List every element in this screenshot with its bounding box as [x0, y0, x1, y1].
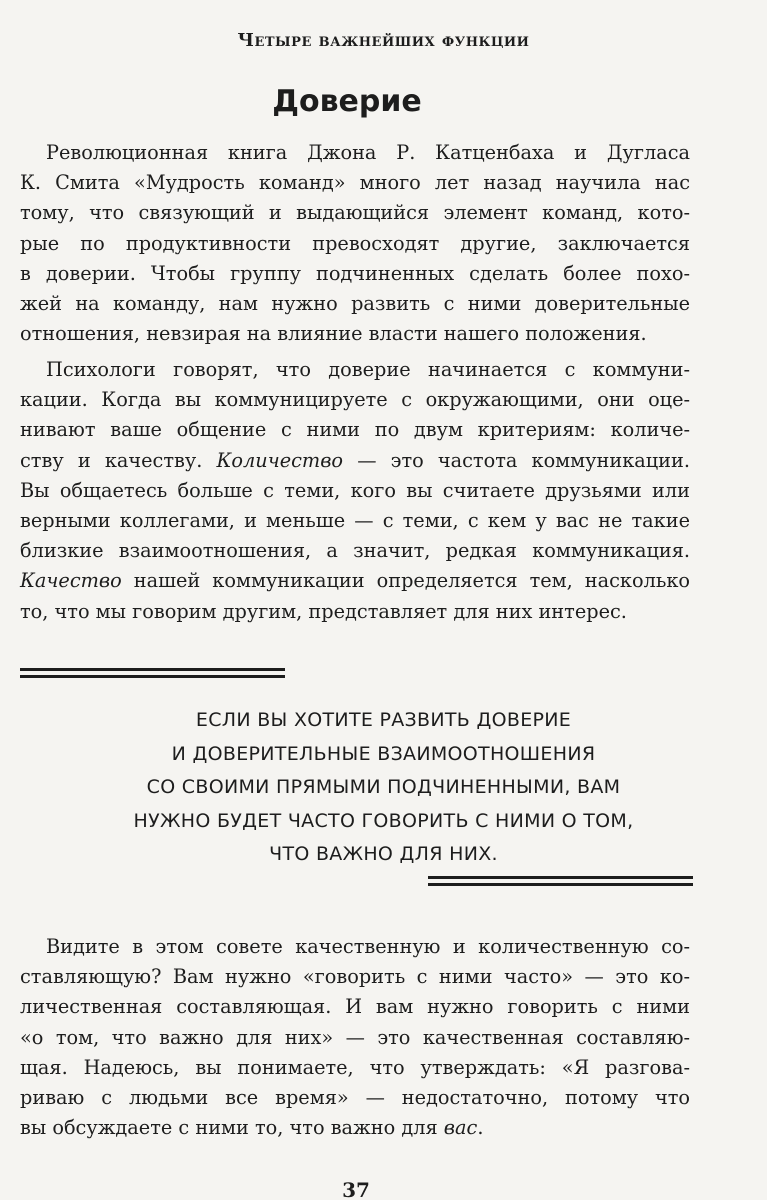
text-line: верными коллегами, и меньше — с теми, с кем у вас не такие	[20, 509, 690, 533]
text-fragment: вы обсуждаете с ними то, что важно для	[20, 1116, 444, 1140]
section-title: Доверие	[272, 84, 422, 119]
text-line: близкие взаимоотношения, а значит, редкая коммуникация.	[20, 539, 690, 563]
text-line	[20, 1113, 690, 1143]
text-line: ставляющую? Вам нужно «говорить с ними часто» — это ко-	[20, 965, 690, 989]
text-fragment: — это частота коммуникации.	[343, 448, 690, 472]
text-line: Видите в этом совете качественную и количественную со-	[46, 935, 690, 958]
callout-top-rule	[20, 668, 285, 682]
pull-quote-line: ЧТО ВАЖНО ДЛЯ НИХ.	[269, 843, 498, 865]
rule-line	[428, 876, 693, 879]
text-line: Революционная книга Джона Р. Катценбаха и Дугласа	[46, 141, 690, 164]
text-line: рые по продуктивности превосходят другие, заключается	[20, 231, 690, 255]
text-line: К. Смита «Мудрость команд» много лет назад научила нас	[20, 171, 690, 195]
rule-line	[20, 675, 285, 678]
text-fragment: ству и качеству.	[20, 448, 217, 472]
paragraph-psychologists	[20, 355, 690, 627]
pull-quote-line: НУЖНО БУДЕТ ЧАСТО ГОВОРИТЬ С НИМИ О ТОМ,	[133, 809, 634, 832]
rule-line	[20, 668, 285, 671]
callout-bottom-rule	[428, 876, 693, 890]
text-line: нивают ваше общение с ними по двум критериям: количе-	[20, 418, 690, 442]
text-line: тому, что связующий и выдающийся элемент команд, кото-	[20, 201, 690, 225]
italic-term: Количество	[216, 448, 344, 472]
text-line: в доверии. Чтобы группу подчиненных сделать более похо-	[20, 261, 690, 285]
pull-quote-line: СО СВОИМИ ПРЯМЫМИ ПОДЧИНЕННЫМИ, ВАМ	[146, 776, 621, 798]
paragraph-advice	[20, 932, 690, 1143]
paragraph-intro	[20, 138, 690, 349]
text-line: Вы общаетесь больше с теми, кого вы считаете друзьями или	[20, 478, 690, 502]
text-fragment: нашей коммуникации определяется тем, насколько	[121, 569, 690, 593]
pull-quote	[0, 704, 767, 872]
text-fragment: .	[477, 1116, 484, 1140]
text-line: «о том, что важно для них» — это качественная составляю-	[20, 1025, 690, 1049]
italic-term: Качество	[20, 569, 122, 593]
italic-term: вас	[443, 1116, 478, 1140]
text-line: то, что мы говорим другим, представляет для них интерес.	[20, 599, 627, 623]
rule-line	[428, 883, 693, 886]
text-line: кации. Когда вы коммуницируете с окружающими, они оце-	[20, 388, 690, 412]
text-line	[20, 446, 690, 476]
text-line: отношения, невзирая на влияние власти нашего положения.	[20, 322, 647, 346]
text-line	[20, 566, 690, 596]
pull-quote-line: И ДОВЕРИТЕЛЬНЫЕ ВЗАИМООТНОШЕНИЯ	[171, 742, 596, 765]
text-line: риваю с людьми все время» — недостаточно, потому что	[20, 1086, 690, 1110]
text-line: жей на команду, нам нужно развить с ними доверительные	[20, 292, 690, 316]
running-head: Четыре важнейших функции	[237, 30, 530, 51]
text-line: личественная составляющая. И вам нужно говорить с ними	[20, 995, 690, 1019]
text-line: Психологи говорят, что доверие начинается с коммуни-	[46, 358, 690, 381]
page-number: 37	[342, 1178, 370, 1200]
text-line: щая. Надеюсь, вы понимаете, что утверждать: «Я разгова-	[20, 1055, 690, 1079]
pull-quote-line: ЕСЛИ ВЫ ХОТИТЕ РАЗВИТЬ ДОВЕРИЕ	[195, 709, 572, 731]
